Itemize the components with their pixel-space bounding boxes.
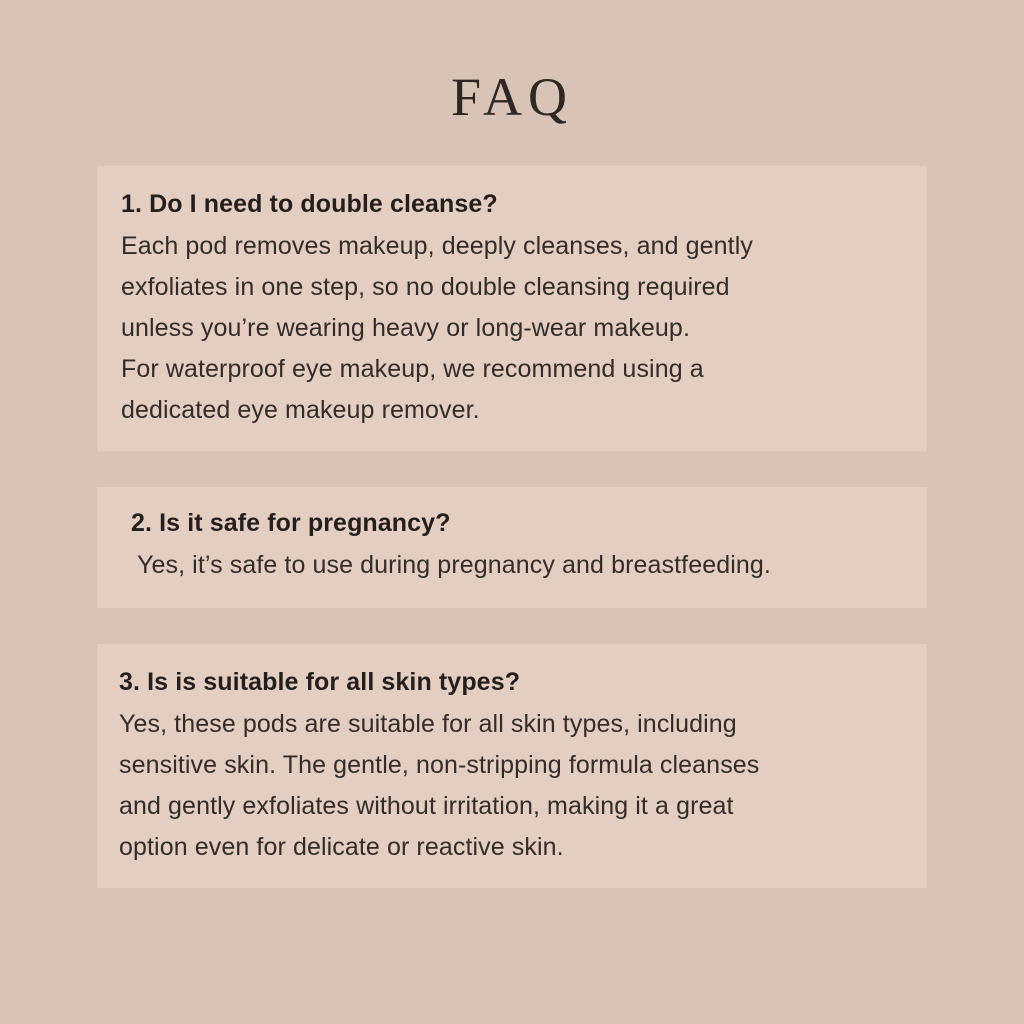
faq-question-2: 2. Is it safe for pregnancy? (131, 509, 451, 537)
faq-answer-1-line-3: unless you’re wearing heavy or long-wear makeup. (121, 314, 690, 342)
faq-answer-2-line-1: Yes, it’s safe to use during pregnancy and breastfeeding. (137, 551, 771, 579)
faq-answer-3-line-2: sensitive skin. The gentle, non-stripping formula cleanses (119, 751, 760, 779)
faq-answer-1-line-1: Each pod removes makeup, deeply cleanses, and gently (121, 232, 753, 260)
faq-answer-2 (119, 545, 905, 586)
faq-item-1 (97, 166, 927, 451)
faq-answer-1-line-5: dedicated eye makeup remover. (121, 396, 480, 424)
faq-answer-3 (119, 704, 905, 868)
faq-answer-1-line-4: For waterproof eye makeup, we recommend using a (121, 355, 704, 383)
page-title: FAQ (450, 67, 574, 127)
faq-answer-3-line-1: Yes, these pods are suitable for all skin types, including (119, 710, 737, 738)
faq-answer-3-line-3: and gently exfoliates without irritation, making it a great (119, 792, 734, 820)
faq-answer-1-line-2: exfoliates in one step, so no double cleansing required (121, 273, 730, 301)
faq-answer-3-line-4: option even for delicate or reactive skin. (119, 833, 564, 861)
faq-item-2 (97, 487, 927, 608)
faq-question-1: 1. Do I need to double cleanse? (121, 190, 498, 218)
faq-question-3: 3. Is is suitable for all skin types? (119, 668, 521, 696)
faq-answer-1 (119, 226, 905, 431)
faq-item-3 (97, 644, 927, 888)
faq-list (97, 166, 927, 924)
